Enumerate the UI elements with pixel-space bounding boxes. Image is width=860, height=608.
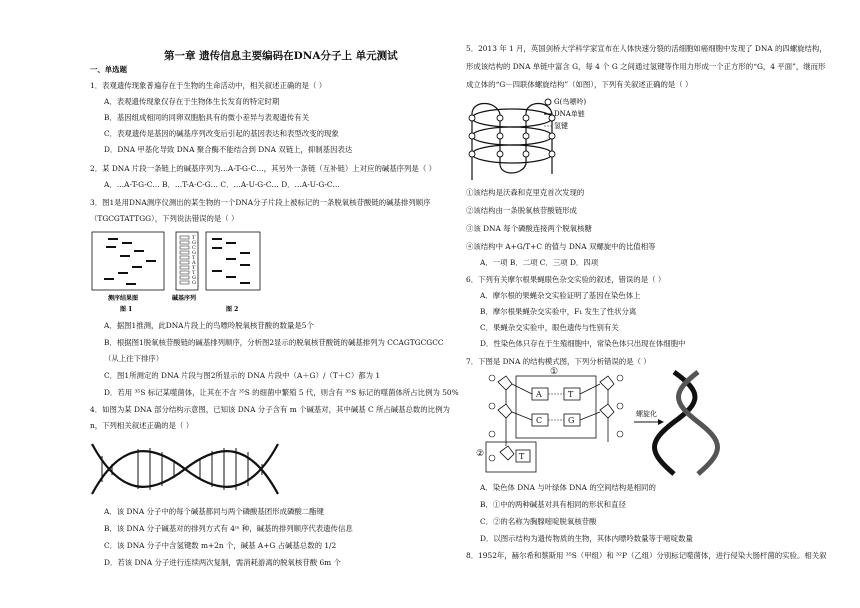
base-t-label: T <box>568 390 574 399</box>
q3-sequencing-figure <box>86 230 286 320</box>
seq-letter: T <box>192 235 196 241</box>
q3-option-c: C．图1所测定的 DNA 片段与图2所显示的 DNA 片段中（A＋G）/（T＋C）都为 1 <box>104 371 381 380</box>
q1-stem: 1．表观遗传现象普遍存在于生物的生命活动中，相关叙述正确的是（ ） <box>90 81 327 90</box>
gel-bands-fig1 <box>104 238 156 285</box>
q3-option-b-line1: B．根据图1脱氧核苷酸链的碱基排列顺序，分析图2显示的脱氧核苷酸链的碱基排列为 CCAGTGCGCC <box>104 338 444 347</box>
helix-icon <box>655 372 718 474</box>
q7-option-d: D．以图示结构为遗传物质的生物，其体内嘌呤数量等于嘧啶数量 <box>480 534 693 543</box>
q3-option-b-line2: （从上往下排序） <box>104 354 164 363</box>
base-a-label: A <box>536 390 542 399</box>
q4-option-a: A．该 DNA 分子中的每个碱基都同与两个磷酸基团形成磷酸二酯键 <box>104 507 324 516</box>
seq-letter: C <box>192 245 196 251</box>
q5-statement-4: ④该结构中 A+G/T+C 的值与 DNA 双螺旋中的比值相等 <box>466 242 656 251</box>
q5-g-quadruplex-figure <box>466 94 636 184</box>
fig-caption-1: 图 1 <box>120 306 133 313</box>
seq-letter: T <box>192 265 196 271</box>
marker-1: ① <box>550 367 559 377</box>
q7-option-a: A．染色体 DNA 与叶绿体 DNA 的空间结构是相同的 <box>480 483 656 492</box>
fig-label-left: 测序结果图 <box>108 295 139 302</box>
q1-option-d: D．DNA 甲基化导致 DNA 聚合酶不能结合到 DNA 双链上，抑制基因表达 <box>104 145 353 154</box>
q4-option-c: C．该 DNA 分子中含氢键数 m+2n 个，碱基 A+G 占碱基总数的 1/2 <box>104 541 337 550</box>
q5-statement-1: ①该结构是沃森和克里克首次发现的 <box>466 188 585 197</box>
q4-stem-line2: n，下列相关叙述正确的是（ ） <box>90 421 194 430</box>
seq-letter: A <box>192 260 196 266</box>
q7-option-c: C．②的名称为胸腺嘧啶脱氧核苷酸 <box>480 517 597 526</box>
seq-letter: G <box>192 250 196 256</box>
q1-option-a: A．表观遗传现象仅存在于生物体生长发育的特定时期 <box>104 97 280 106</box>
q2-stem: 2．某 DNA 片段一条链上的碱基序列为…A-T-G-C…，其另外一条链（互补链）上对应的碱基序列是（ ） <box>90 164 436 173</box>
seq-letter: G <box>192 240 196 246</box>
q1-option-c: C．表观遗传是基因的碱基序列改变后引起的基因表达和表型改变的现象 <box>104 129 339 138</box>
q3-stem-line1: 3．图1是用DNA测序仪测出的某生物的一个DNA分子片段上被标记的一条脱氧核苷酸链的碱基排列顺序 <box>90 198 431 207</box>
legend-dna: DNA单链 <box>554 110 585 118</box>
q7-option-b: B．①中的两种碱基对具有相同的形状和直径 <box>480 500 626 509</box>
q6-option-a: A．摩尔根的果蝇杂交实验证明了基因在染色体上 <box>480 291 641 300</box>
q6-option-b: B．摩尔根果蝇杂交实验中，F₁ 发生了性状分离 <box>480 307 637 316</box>
q5-stem-line2: 形成该结构的 DNA 单链中富含 G，每 4 个 G 之间通过氢键等作用力形成一个正方形的“G，4 平面”，继而形 <box>466 62 826 71</box>
base-c-label: C <box>536 416 543 425</box>
q1-option-b: B．基因组成相同的同卵双胞胎具有的微小差异与表观遗传有关 <box>104 113 309 122</box>
q3-stem-line2: （TGCGTATTGG），下列说法错误的是（ ） <box>90 214 239 223</box>
section-heading: 一、单选题 <box>90 65 127 74</box>
q3-option-d: D．若用 ³⁵S 标记某噬菌体，让其在不含 ³⁵S 的细菌中繁殖 5 代，则含有 ³⁵S 标记的噬菌体所占比例为 50% <box>104 388 459 397</box>
seq-letter: T <box>192 255 196 261</box>
base-t-label-2: T <box>519 452 525 461</box>
q7-stem: 7．下图是 DNA 的结构模式图，下列分析错误的是（ ） <box>466 357 651 366</box>
seq-letter: G <box>192 280 196 286</box>
helix-label: 螺旋化 <box>636 410 657 418</box>
q2-options: A．…A-T-G-C… B．…T-A-C-G… C．…A-U-G-C… D．…A-U-G-C… <box>104 180 340 189</box>
q4-option-d: D．若该 DNA 分子进行连续两次复制，需消耗游离的脱氧核苷酸 6m 个 <box>104 558 341 567</box>
q3-option-a: A．据图1推测，此DNA片段上的鸟嘌呤脱氧核苷酸的数量是5个 <box>104 321 314 330</box>
q4-dna-helix-figure <box>90 436 280 502</box>
q5-stem-line1: 5．2013 年 1 月，英国剑桥大学科学家宣布在人体快速分裂的活细胞如癌细胞中发现了 DNA 的四螺旋结构， <box>466 44 827 53</box>
seq-letter: G <box>192 275 196 281</box>
q5-statement-3: ③该 DNA 每个磷酸连接两个脱氧核糖 <box>466 224 592 233</box>
marker-2: ② <box>476 449 485 459</box>
q8-stem: 8．1952年，赫尔希和蔡斯用 ³⁵S（甲组）和 ³²P（乙组）分别标记噬菌体，进行侵染大肠杆菌的实验。相关叙 <box>466 551 827 560</box>
q4-option-b: B．该 DNA 分子碱基对的排列方式有 4ᵐ 种，碱基的排列顺序代表遗传信息 <box>104 524 353 533</box>
gel-bands-fig2 <box>212 238 250 284</box>
seq-ladder <box>180 236 189 284</box>
q4-stem-line1: 4．如图为某 DNA 部分结构示意图，已知该 DNA 分子含有 m 个碱基对，其中碱基 C 所占碱基总数的比例为 <box>90 405 450 414</box>
quadruplex-strand <box>472 104 552 181</box>
seq-letter: T <box>192 270 196 276</box>
seq-letters <box>191 235 196 286</box>
q5-stem-line3: 成立体的“G－四联体螺旋结构”（如图），下列有关叙述正确的是（ ） <box>466 80 693 89</box>
page-title: 第一章 遗传信息主要编码在DNA分子上 单元测试 <box>164 50 398 62</box>
guanine-nodes <box>469 115 555 157</box>
fig-caption-2: 图 2 <box>226 306 239 313</box>
q6-stem: 6．下列有关摩尔根果蝇眼色杂交实验的叙述，错误的是（ ） <box>466 275 666 284</box>
q7-dna-model-figure <box>476 367 716 480</box>
q5-options: A．一项 B．二项 C．三项 D．四项 <box>480 258 599 267</box>
legend-hbond: 氢键 <box>554 122 568 130</box>
legend-g-icon <box>545 99 551 105</box>
legend-g: G(鸟嘌呤) <box>554 98 587 106</box>
fig-label-mid: 碱基序列 <box>172 295 197 302</box>
q5-statement-2: ②该结构由一条脱氧核苷酸链形成 <box>466 206 577 215</box>
base-g-label: G <box>568 416 575 425</box>
q6-option-d: D．性染色体只存在于生殖细胞中，常染色体只出现在体细胞中 <box>480 339 686 348</box>
q6-option-c: C．果蝇杂交实验中，眼色遗传与性别有关 <box>480 323 619 332</box>
